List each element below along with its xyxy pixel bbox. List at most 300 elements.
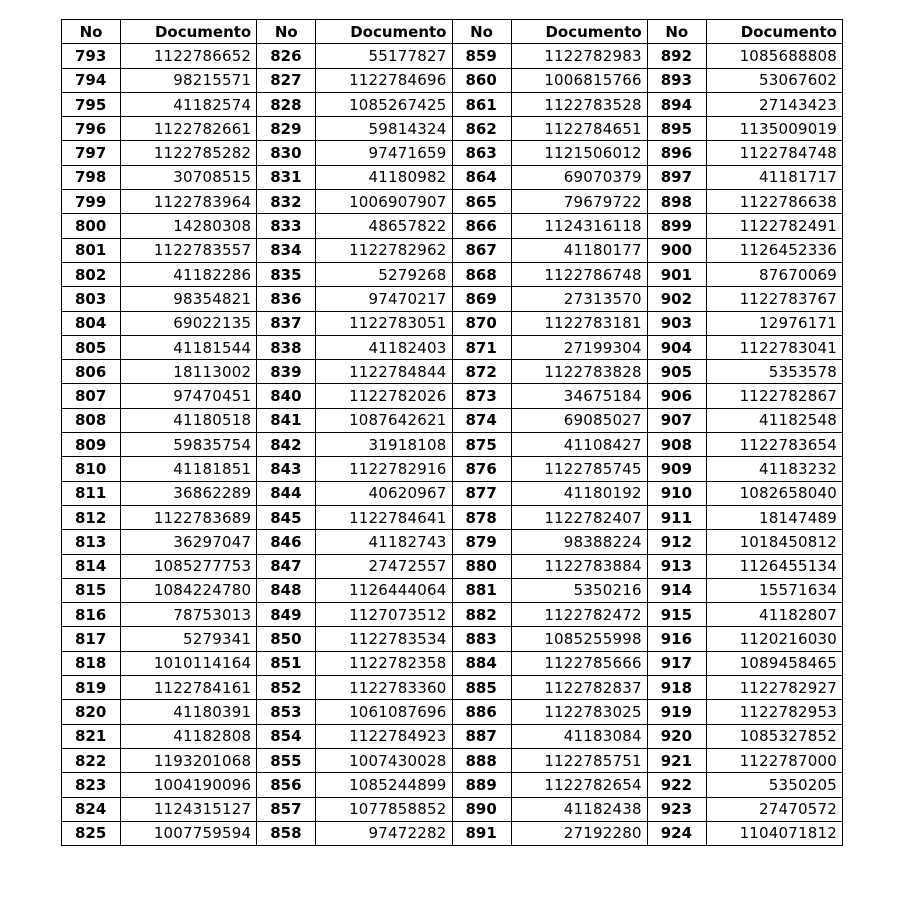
- document-number: 1122787000: [706, 748, 842, 772]
- document-number: 98354821: [121, 287, 257, 311]
- row-number: 878: [452, 505, 511, 529]
- row-number: 838: [257, 335, 316, 359]
- row-number: 914: [647, 578, 706, 602]
- table-row: [62, 92, 843, 116]
- document-number: 1126444064: [316, 578, 452, 602]
- row-number: 905: [647, 360, 706, 384]
- document-number: 1122782661: [121, 117, 257, 141]
- document-number: 1122784641: [316, 505, 452, 529]
- document-number: 1077858852: [316, 797, 452, 821]
- document-number: 27199304: [511, 335, 647, 359]
- row-number: 824: [62, 797, 121, 821]
- table-row: [62, 700, 843, 724]
- document-number: 69085027: [511, 408, 647, 432]
- row-number: 891: [452, 821, 511, 845]
- document-number: 5353578: [706, 360, 842, 384]
- row-number: 806: [62, 360, 121, 384]
- table-row: [62, 748, 843, 772]
- row-number: 879: [452, 530, 511, 554]
- table-row: [62, 262, 843, 286]
- document-number: 1085688808: [706, 44, 842, 68]
- document-number: 1122785751: [511, 748, 647, 772]
- document-number: 1122785666: [511, 651, 647, 675]
- row-number: 902: [647, 287, 706, 311]
- table-row: [62, 676, 843, 700]
- row-number: 876: [452, 457, 511, 481]
- document-number: 1004190096: [121, 773, 257, 797]
- row-number: 900: [647, 238, 706, 262]
- document-number: 1006815766: [511, 68, 647, 92]
- row-number: 809: [62, 433, 121, 457]
- row-number: 839: [257, 360, 316, 384]
- document-number: 1120216030: [706, 627, 842, 651]
- document-number: 1124315127: [121, 797, 257, 821]
- table-row: [62, 408, 843, 432]
- table-row: [62, 651, 843, 675]
- document-number: 1122783884: [511, 554, 647, 578]
- table-row: [62, 141, 843, 165]
- row-number: 815: [62, 578, 121, 602]
- row-number: 898: [647, 190, 706, 214]
- document-number: 1122786638: [706, 190, 842, 214]
- row-number: 873: [452, 384, 511, 408]
- document-number: 69022135: [121, 311, 257, 335]
- header-documento: Documento: [511, 20, 647, 44]
- row-number: 797: [62, 141, 121, 165]
- document-number: 36862289: [121, 481, 257, 505]
- row-number: 843: [257, 457, 316, 481]
- row-number: 805: [62, 335, 121, 359]
- document-number: 1087642621: [316, 408, 452, 432]
- document-number: 1124316118: [511, 214, 647, 238]
- document-number: 78753013: [121, 603, 257, 627]
- document-table: [61, 19, 843, 846]
- row-number: 835: [257, 262, 316, 286]
- document-number: 1135009019: [706, 117, 842, 141]
- document-number: 55177827: [316, 44, 452, 68]
- row-number: 829: [257, 117, 316, 141]
- row-number: 921: [647, 748, 706, 772]
- row-number: 892: [647, 44, 706, 68]
- document-number: 27470572: [706, 797, 842, 821]
- document-number: 1007759594: [121, 821, 257, 845]
- row-number: 893: [647, 68, 706, 92]
- row-number: 818: [62, 651, 121, 675]
- document-number: 1104071812: [706, 821, 842, 845]
- row-number: 896: [647, 141, 706, 165]
- row-number: 855: [257, 748, 316, 772]
- document-number: 41180982: [316, 165, 452, 189]
- row-number: 847: [257, 554, 316, 578]
- document-number: 1122782407: [511, 505, 647, 529]
- row-number: 823: [62, 773, 121, 797]
- row-number: 802: [62, 262, 121, 286]
- row-number: 853: [257, 700, 316, 724]
- row-number: 882: [452, 603, 511, 627]
- row-number: 862: [452, 117, 511, 141]
- document-number: 31918108: [316, 433, 452, 457]
- document-number: 1122782026: [316, 384, 452, 408]
- document-number: 1127073512: [316, 603, 452, 627]
- document-number: 1122784923: [316, 724, 452, 748]
- row-number: 837: [257, 311, 316, 335]
- row-number: 924: [647, 821, 706, 845]
- row-number: 826: [257, 44, 316, 68]
- row-number: 909: [647, 457, 706, 481]
- document-number: 27313570: [511, 287, 647, 311]
- document-number: 1122783534: [316, 627, 452, 651]
- row-number: 866: [452, 214, 511, 238]
- row-number: 890: [452, 797, 511, 821]
- document-number: 1122782654: [511, 773, 647, 797]
- document-number: 41180192: [511, 481, 647, 505]
- document-number: 1122783828: [511, 360, 647, 384]
- table-row: [62, 68, 843, 92]
- row-number: 899: [647, 214, 706, 238]
- row-number: 889: [452, 773, 511, 797]
- row-number: 846: [257, 530, 316, 554]
- row-number: 836: [257, 287, 316, 311]
- row-number: 869: [452, 287, 511, 311]
- document-number: 41180518: [121, 408, 257, 432]
- row-number: 897: [647, 165, 706, 189]
- document-number: 1126452336: [706, 238, 842, 262]
- document-number: 1122783051: [316, 311, 452, 335]
- row-number: 915: [647, 603, 706, 627]
- document-number: 1122786748: [511, 262, 647, 286]
- row-number: 859: [452, 44, 511, 68]
- table-row: [62, 554, 843, 578]
- row-number: 871: [452, 335, 511, 359]
- row-number: 828: [257, 92, 316, 116]
- document-number: 1122783767: [706, 287, 842, 311]
- document-number: 41182286: [121, 262, 257, 286]
- table-row: [62, 360, 843, 384]
- document-number: 41183232: [706, 457, 842, 481]
- row-number: 875: [452, 433, 511, 457]
- document-number: 1126455134: [706, 554, 842, 578]
- table-row: [62, 287, 843, 311]
- row-number: 913: [647, 554, 706, 578]
- row-number: 886: [452, 700, 511, 724]
- header-row: [62, 20, 843, 44]
- document-number: 87670069: [706, 262, 842, 286]
- row-number: 807: [62, 384, 121, 408]
- document-number: 1122783689: [121, 505, 257, 529]
- row-number: 868: [452, 262, 511, 286]
- document-number: 41181717: [706, 165, 842, 189]
- document-number: 5279268: [316, 262, 452, 286]
- row-number: 922: [647, 773, 706, 797]
- table-row: [62, 44, 843, 68]
- row-number: 920: [647, 724, 706, 748]
- document-number: 1006907907: [316, 190, 452, 214]
- row-number: 844: [257, 481, 316, 505]
- document-number: 1122782837: [511, 676, 647, 700]
- document-number: 1085267425: [316, 92, 452, 116]
- row-number: 864: [452, 165, 511, 189]
- header-no: No: [257, 20, 316, 44]
- document-number: 69070379: [511, 165, 647, 189]
- document-number: 41183084: [511, 724, 647, 748]
- document-number: 1122784844: [316, 360, 452, 384]
- document-number: 27192280: [511, 821, 647, 845]
- table-row: [62, 433, 843, 457]
- document-number: 41182743: [316, 530, 452, 554]
- document-number: 79679722: [511, 190, 647, 214]
- document-number: 1122782916: [316, 457, 452, 481]
- row-number: 801: [62, 238, 121, 262]
- row-number: 793: [62, 44, 121, 68]
- row-number: 861: [452, 92, 511, 116]
- row-number: 911: [647, 505, 706, 529]
- document-number: 1122782491: [706, 214, 842, 238]
- row-number: 872: [452, 360, 511, 384]
- row-number: 858: [257, 821, 316, 845]
- table-row: [62, 724, 843, 748]
- row-number: 880: [452, 554, 511, 578]
- table-row: [62, 627, 843, 651]
- table-row: [62, 214, 843, 238]
- row-number: 819: [62, 676, 121, 700]
- header-documento: Documento: [316, 20, 452, 44]
- row-number: 808: [62, 408, 121, 432]
- document-number: 41182574: [121, 92, 257, 116]
- document-number: 1122782962: [316, 238, 452, 262]
- row-number: 908: [647, 433, 706, 457]
- header-no: No: [647, 20, 706, 44]
- document-number: 98215571: [121, 68, 257, 92]
- row-number: 800: [62, 214, 121, 238]
- document-number: 27472557: [316, 554, 452, 578]
- table-row: [62, 481, 843, 505]
- document-number: 1122782983: [511, 44, 647, 68]
- row-number: 831: [257, 165, 316, 189]
- table-row: [62, 384, 843, 408]
- row-number: 798: [62, 165, 121, 189]
- document-number: 1122783360: [316, 676, 452, 700]
- document-number: 41182548: [706, 408, 842, 432]
- table-row: [62, 530, 843, 554]
- document-number: 1010114164: [121, 651, 257, 675]
- document-number: 30708515: [121, 165, 257, 189]
- row-number: 906: [647, 384, 706, 408]
- document-number: 1085255998: [511, 627, 647, 651]
- row-number: 854: [257, 724, 316, 748]
- document-number: 41180391: [121, 700, 257, 724]
- document-number: 98388224: [511, 530, 647, 554]
- document-number: 1122782953: [706, 700, 842, 724]
- table-row: [62, 773, 843, 797]
- row-number: 887: [452, 724, 511, 748]
- document-number: 5350216: [511, 578, 647, 602]
- document-number: 14280308: [121, 214, 257, 238]
- row-number: 904: [647, 335, 706, 359]
- document-number: 1084224780: [121, 578, 257, 602]
- document-number: 1082658040: [706, 481, 842, 505]
- row-number: 804: [62, 311, 121, 335]
- document-number: 15571634: [706, 578, 842, 602]
- document-number: 1193201068: [121, 748, 257, 772]
- row-number: 860: [452, 68, 511, 92]
- header-no: No: [452, 20, 511, 44]
- row-number: 895: [647, 117, 706, 141]
- row-number: 813: [62, 530, 121, 554]
- row-number: 852: [257, 676, 316, 700]
- row-number: 903: [647, 311, 706, 335]
- table-row: [62, 335, 843, 359]
- row-number: 894: [647, 92, 706, 116]
- table-body: [62, 44, 843, 846]
- table-row: [62, 117, 843, 141]
- document-number: 41180177: [511, 238, 647, 262]
- header-no: No: [62, 20, 121, 44]
- document-number: 5350205: [706, 773, 842, 797]
- row-number: 865: [452, 190, 511, 214]
- row-number: 870: [452, 311, 511, 335]
- document-number: 1122782927: [706, 676, 842, 700]
- row-number: 917: [647, 651, 706, 675]
- row-number: 803: [62, 287, 121, 311]
- document-number: 48657822: [316, 214, 452, 238]
- document-number: 1122785282: [121, 141, 257, 165]
- row-number: 923: [647, 797, 706, 821]
- row-number: 919: [647, 700, 706, 724]
- document-number: 1122782358: [316, 651, 452, 675]
- document-number: 1122782867: [706, 384, 842, 408]
- row-number: 907: [647, 408, 706, 432]
- row-number: 874: [452, 408, 511, 432]
- document-number: 34675184: [511, 384, 647, 408]
- document-number: 97470217: [316, 287, 452, 311]
- row-number: 845: [257, 505, 316, 529]
- row-number: 856: [257, 773, 316, 797]
- table-row: [62, 311, 843, 335]
- document-number: 41182807: [706, 603, 842, 627]
- table-row: [62, 238, 843, 262]
- row-number: 825: [62, 821, 121, 845]
- row-number: 840: [257, 384, 316, 408]
- document-number: 1018450812: [706, 530, 842, 554]
- table-row: [62, 821, 843, 845]
- row-number: 817: [62, 627, 121, 651]
- document-number: 1122784696: [316, 68, 452, 92]
- document-number: 12976171: [706, 311, 842, 335]
- document-number: 1089458465: [706, 651, 842, 675]
- row-number: 884: [452, 651, 511, 675]
- row-number: 830: [257, 141, 316, 165]
- row-number: 834: [257, 238, 316, 262]
- row-number: 827: [257, 68, 316, 92]
- row-number: 816: [62, 603, 121, 627]
- row-number: 796: [62, 117, 121, 141]
- document-number: 18147489: [706, 505, 842, 529]
- table-row: [62, 457, 843, 481]
- document-number: 1122783528: [511, 92, 647, 116]
- row-number: 849: [257, 603, 316, 627]
- row-number: 822: [62, 748, 121, 772]
- row-number: 888: [452, 748, 511, 772]
- document-number: 1122783557: [121, 238, 257, 262]
- row-number: 918: [647, 676, 706, 700]
- document-number: 59835754: [121, 433, 257, 457]
- row-number: 916: [647, 627, 706, 651]
- document-number: 41108427: [511, 433, 647, 457]
- table-row: [62, 190, 843, 214]
- row-number: 877: [452, 481, 511, 505]
- document-number: 41181851: [121, 457, 257, 481]
- document-number: 97471659: [316, 141, 452, 165]
- document-number: 5279341: [121, 627, 257, 651]
- document-number: 1121506012: [511, 141, 647, 165]
- row-number: 881: [452, 578, 511, 602]
- document-number: 1122784161: [121, 676, 257, 700]
- row-number: 841: [257, 408, 316, 432]
- row-number: 794: [62, 68, 121, 92]
- document-number: 1122783964: [121, 190, 257, 214]
- row-number: 863: [452, 141, 511, 165]
- document-number: 40620967: [316, 481, 452, 505]
- document-number: 41182438: [511, 797, 647, 821]
- row-number: 812: [62, 505, 121, 529]
- table-row: [62, 797, 843, 821]
- document-number: 1122786652: [121, 44, 257, 68]
- row-number: 820: [62, 700, 121, 724]
- row-number: 883: [452, 627, 511, 651]
- row-number: 867: [452, 238, 511, 262]
- row-number: 810: [62, 457, 121, 481]
- row-number: 833: [257, 214, 316, 238]
- row-number: 885: [452, 676, 511, 700]
- row-number: 901: [647, 262, 706, 286]
- row-number: 832: [257, 190, 316, 214]
- document-number: 1122783041: [706, 335, 842, 359]
- row-number: 848: [257, 578, 316, 602]
- document-number: 41182403: [316, 335, 452, 359]
- table-row: [62, 578, 843, 602]
- document-number: 97472282: [316, 821, 452, 845]
- document-number: 1085277753: [121, 554, 257, 578]
- document-number: 1085327852: [706, 724, 842, 748]
- document-number: 41182808: [121, 724, 257, 748]
- row-number: 850: [257, 627, 316, 651]
- document-number: 1122783654: [706, 433, 842, 457]
- table-row: [62, 603, 843, 627]
- document-number: 27143423: [706, 92, 842, 116]
- document-number: 97470451: [121, 384, 257, 408]
- document-number: 1007430028: [316, 748, 452, 772]
- table-row: [62, 165, 843, 189]
- document-number: 1122783025: [511, 700, 647, 724]
- document-number: 41181544: [121, 335, 257, 359]
- document-number: 18113002: [121, 360, 257, 384]
- header-documento: Documento: [706, 20, 842, 44]
- row-number: 857: [257, 797, 316, 821]
- document-number: 36297047: [121, 530, 257, 554]
- row-number: 795: [62, 92, 121, 116]
- document-number: 1061087696: [316, 700, 452, 724]
- row-number: 814: [62, 554, 121, 578]
- row-number: 842: [257, 433, 316, 457]
- row-number: 851: [257, 651, 316, 675]
- document-number: 1085244899: [316, 773, 452, 797]
- document-number: 1122782472: [511, 603, 647, 627]
- document-number: 1122783181: [511, 311, 647, 335]
- document-number: 1122785745: [511, 457, 647, 481]
- document-number: 1122784748: [706, 141, 842, 165]
- row-number: 811: [62, 481, 121, 505]
- table-row: [62, 505, 843, 529]
